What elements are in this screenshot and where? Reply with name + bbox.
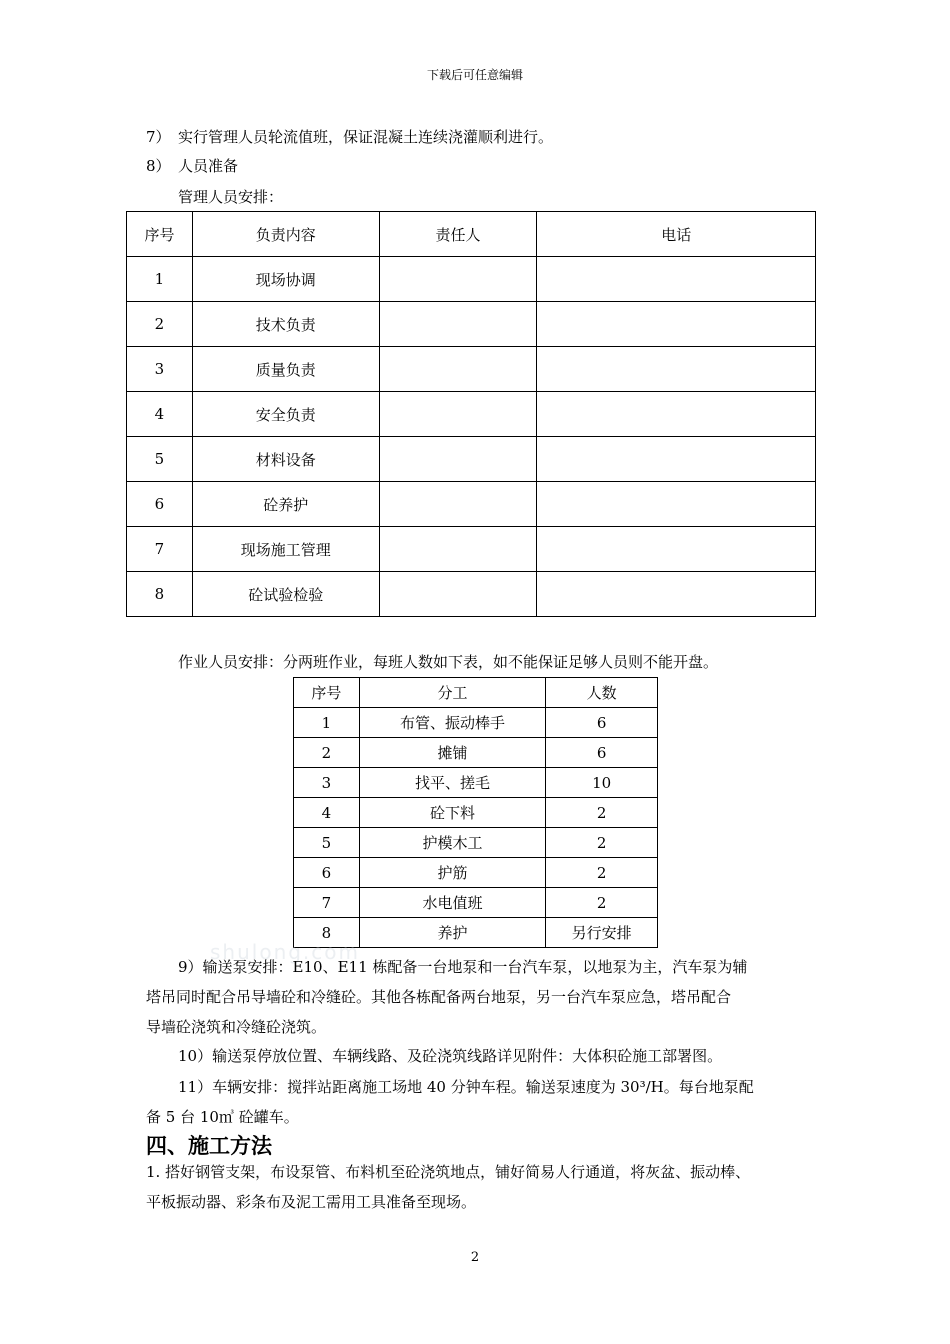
table-cell: 安全负责: [192, 392, 379, 437]
table-cell: [379, 437, 537, 482]
table-cell: 6: [546, 738, 658, 768]
header-cell: 责任人: [379, 212, 537, 257]
header-cell: 人数: [546, 678, 658, 708]
table-cell: 8: [127, 572, 193, 617]
table-cell: 4: [127, 392, 193, 437]
header-cell: 负责内容: [192, 212, 379, 257]
table-cell: [537, 527, 816, 572]
table-cell: 5: [127, 437, 193, 482]
para-9-line-1: 9）输送泵安排：E10、E11 栋配备一台地泵和一台汽车泵，以地泵为主，汽车泵为辅: [178, 958, 748, 976]
table-row: [127, 437, 816, 482]
table-cell: 材料设备: [192, 437, 379, 482]
table-row: [127, 257, 816, 302]
page-header: 下载后可任意编辑: [426, 68, 523, 82]
section-4-line-1: 1. 搭好钢管支架，布设泵管、布料机至砼浇筑地点，铺好简易人行通道，将灰盆、振动棒、: [146, 1163, 751, 1181]
table-header-row: [294, 678, 658, 708]
table-cell: 2: [546, 798, 658, 828]
table-cell: [537, 257, 816, 302]
table-cell: 护模木工: [359, 828, 545, 858]
table-row: [294, 888, 658, 918]
table-row: [294, 858, 658, 888]
table-row: [294, 798, 658, 828]
table-cell: 2: [546, 888, 658, 918]
watermark: shulong.com: [210, 940, 361, 964]
table-cell: 2: [546, 828, 658, 858]
table-row: [127, 392, 816, 437]
table-cell: 找平、搓毛: [359, 768, 545, 798]
header-cell: 分工: [359, 678, 545, 708]
table-cell: 摊铺: [359, 738, 545, 768]
table-row: [294, 768, 658, 798]
table-cell: [379, 527, 537, 572]
table-cell: 砼养护: [192, 482, 379, 527]
header-cell: 序号: [294, 678, 360, 708]
table-cell: 4: [294, 798, 360, 828]
table-row: [127, 347, 816, 392]
header-cell: 序号: [127, 212, 193, 257]
table-row: [294, 708, 658, 738]
table-cell: 7: [294, 888, 360, 918]
page-number: 2: [470, 1250, 480, 1265]
table-row: [294, 738, 658, 768]
table-cell: 10: [546, 768, 658, 798]
table-cell: 现场协调: [192, 257, 379, 302]
table-cell: 6: [546, 708, 658, 738]
table-cell: [537, 302, 816, 347]
table-row: [127, 527, 816, 572]
table-cell: 7: [127, 527, 193, 572]
table-cell: 现场施工管理: [192, 527, 379, 572]
mgmt-label: 管理人员安排：: [178, 188, 284, 206]
table-header-row: [127, 212, 816, 257]
table-cell: 质量负责: [192, 347, 379, 392]
para-11-line-2: 备 5 台 10㎥ 砼罐车。: [146, 1108, 299, 1126]
para-11-line-1: 11）车辆安排：搅拌站距离施工场地 40 分钟车程。输送泵速度为 30³/H。每台地泵配: [178, 1078, 754, 1096]
table-cell: [537, 437, 816, 482]
section-4-title: 四、施工方法: [146, 1134, 272, 1158]
table-cell: 1: [127, 257, 193, 302]
table-cell: [379, 347, 537, 392]
table-cell: 护筋: [359, 858, 545, 888]
crew-table: [293, 677, 658, 948]
header-cell: 电话: [537, 212, 816, 257]
table-cell: 砼试验检验: [192, 572, 379, 617]
para-9-line-3: 导墙砼浇筑和冷缝砼浇筑。: [146, 1018, 327, 1036]
table-cell: 养护: [359, 918, 545, 948]
table-cell: [379, 572, 537, 617]
para-9-line-2: 塔吊同时配合吊导墙砼和冷缝砼。其他各栋配备两台地泵，另一台汽车泵应急，塔吊配合: [146, 988, 732, 1006]
table-cell: [379, 482, 537, 527]
table-cell: 技术负责: [192, 302, 379, 347]
table-cell: 1: [294, 708, 360, 738]
para-10: 10）输送泵停放位置、车辆线路、及砼浇筑线路详见附件：大体积砼施工部署图。: [178, 1047, 723, 1065]
table-cell: 6: [294, 858, 360, 888]
table-cell: 2: [294, 738, 360, 768]
table-row: [127, 302, 816, 347]
table-cell: [379, 392, 537, 437]
table-cell: 布管、振动棒手: [359, 708, 545, 738]
table-cell: 砼下料: [359, 798, 545, 828]
management-table: [126, 211, 816, 617]
table-cell: [379, 302, 537, 347]
table-cell: [537, 482, 816, 527]
table-cell: 3: [294, 768, 360, 798]
table-cell: 另行安排: [546, 918, 658, 948]
table-cell: [379, 257, 537, 302]
table-cell: [537, 347, 816, 392]
table-cell: 2: [546, 858, 658, 888]
item-7: 7） 实行管理人员轮流值班，保证混凝土连续浇灌顺利进行。: [146, 128, 554, 146]
table-row: [294, 828, 658, 858]
table-cell: [537, 572, 816, 617]
table-cell: 水电值班: [359, 888, 545, 918]
item-8: 8） 人员准备: [146, 157, 239, 175]
table-cell: 5: [294, 828, 360, 858]
table-cell: 8: [294, 918, 360, 948]
section-4-line-2: 平板振动器、彩条布及泥工需用工具准备至现场。: [146, 1193, 477, 1211]
table-cell: [537, 392, 816, 437]
table-cell: 3: [127, 347, 193, 392]
table-row: [127, 572, 816, 617]
crew-intro: 作业人员安排：分两班作业，每班人数如下表，如不能保证足够人员则不能开盘。: [178, 653, 719, 671]
table-cell: 6: [127, 482, 193, 527]
table-row: [127, 482, 816, 527]
table-cell: 2: [127, 302, 193, 347]
